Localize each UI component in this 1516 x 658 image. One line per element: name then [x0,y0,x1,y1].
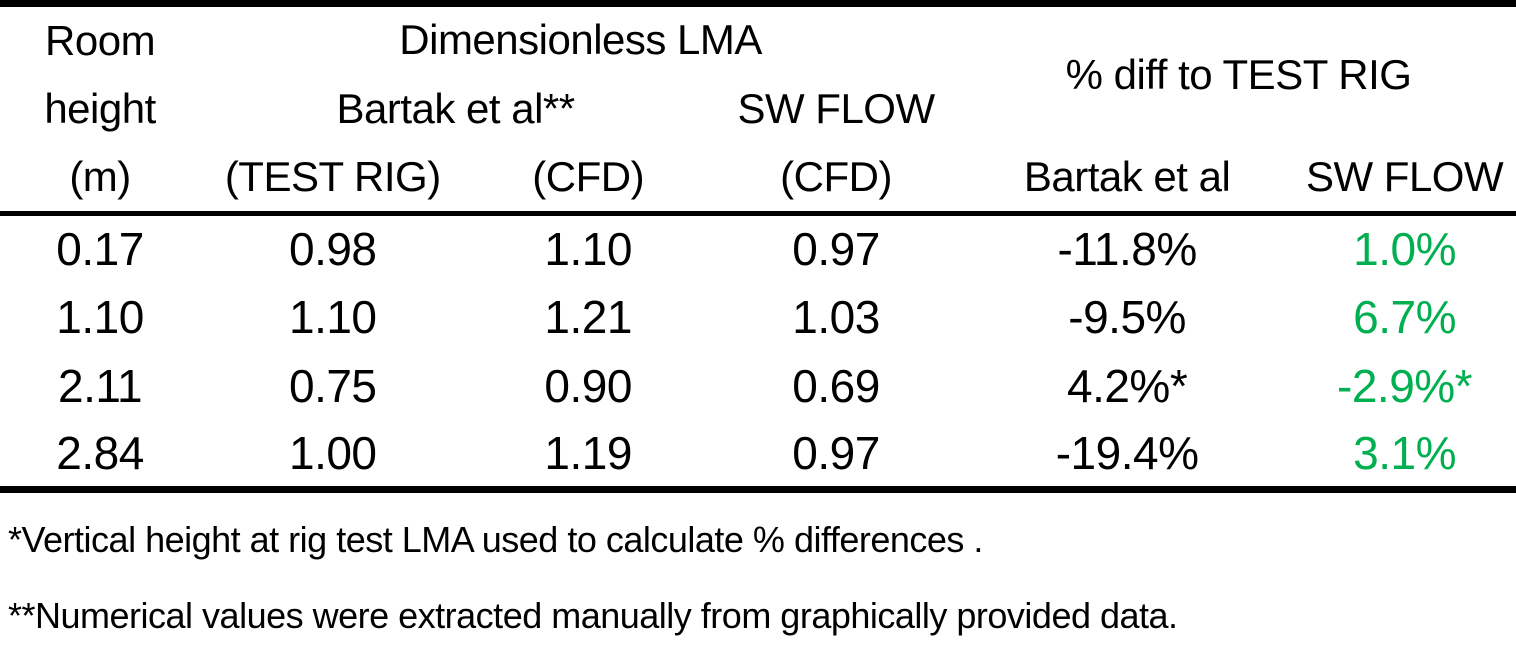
header-row-3 [0,144,1516,214]
cell-room-height: 1.10 [56,291,144,343]
cell-swflow-cfd: 0.69 [792,360,880,412]
cell-diff-swflow: 3.1% [1353,427,1456,480]
cell-diff-bartak: -19.4% [1055,427,1199,480]
cell-swflow-cfd: 0.97 [792,427,880,480]
cell-bartak-cfd: 0.90 [544,360,632,412]
room-height-line-3: (m) [69,153,131,200]
col-header-room-height [0,4,200,214]
cell-bartak-test-rig: 1.10 [288,291,377,343]
cell-diff-swflow: 1.0% [1353,223,1456,276]
cell-swflow-cfd: 0.97 [792,223,880,276]
room-height-line-1: Room [45,17,156,64]
col-header-pct-diff-to-test-rig: % diff to TEST RIG [1065,51,1412,99]
cell-room-height: 2.11 [57,360,143,412]
table-body [0,214,1516,490]
cell-bartak-test-rig: 0.98 [288,223,377,276]
cell-diff-bartak: 4.2%* [1066,360,1188,412]
table-row [0,352,1516,421]
subheader-swflow-cfd: (CFD) [711,144,961,214]
cell-bartak-test-rig: 1.00 [288,427,377,480]
col-header-dimensionless-lma: Dimensionless LMA [399,16,762,64]
header-row-1 [0,4,1516,74]
room-height-line-2: height [44,85,156,132]
subheader-test-rig: (TEST RIG) [200,144,465,214]
cell-bartak-cfd: 1.10 [544,223,632,276]
cell-bartak-cfd: 1.19 [544,427,632,480]
cell-bartak-test-rig: 0.75 [288,360,377,412]
subheader-diff-swflow: SW FLOW [1293,144,1516,214]
col-header-sw-flow: SW FLOW [737,84,935,132]
cell-bartak-cfd: 1.21 [544,291,632,343]
table-header [0,4,1516,214]
subheader-diff-bartak: Bartak et al [961,144,1293,214]
table-row [0,283,1516,352]
footnote-double-asterisk: **Numerical values were extracted manually from graphically provided data. [8,595,1178,636]
cell-room-height: 0.17 [56,223,144,276]
cell-diff-swflow: 6.7% [1353,291,1456,343]
col-header-bartak-et-al: Bartak et al** [336,84,575,132]
footnote-single-asterisk: *Vertical height at rig test LMA used to calculate % differences . [8,519,983,560]
cell-diff-swflow: -2.9%* [1337,360,1473,412]
cell-diff-bartak: -9.5% [1068,291,1186,343]
cell-diff-bartak: -11.8% [1057,223,1197,276]
footnotes-section [0,519,1516,637]
cell-room-height: 2.84 [56,427,144,480]
table-row [0,421,1516,490]
subheader-bartak-cfd: (CFD) [465,144,711,214]
table-row [0,214,1516,283]
cell-swflow-cfd: 1.03 [792,291,880,343]
